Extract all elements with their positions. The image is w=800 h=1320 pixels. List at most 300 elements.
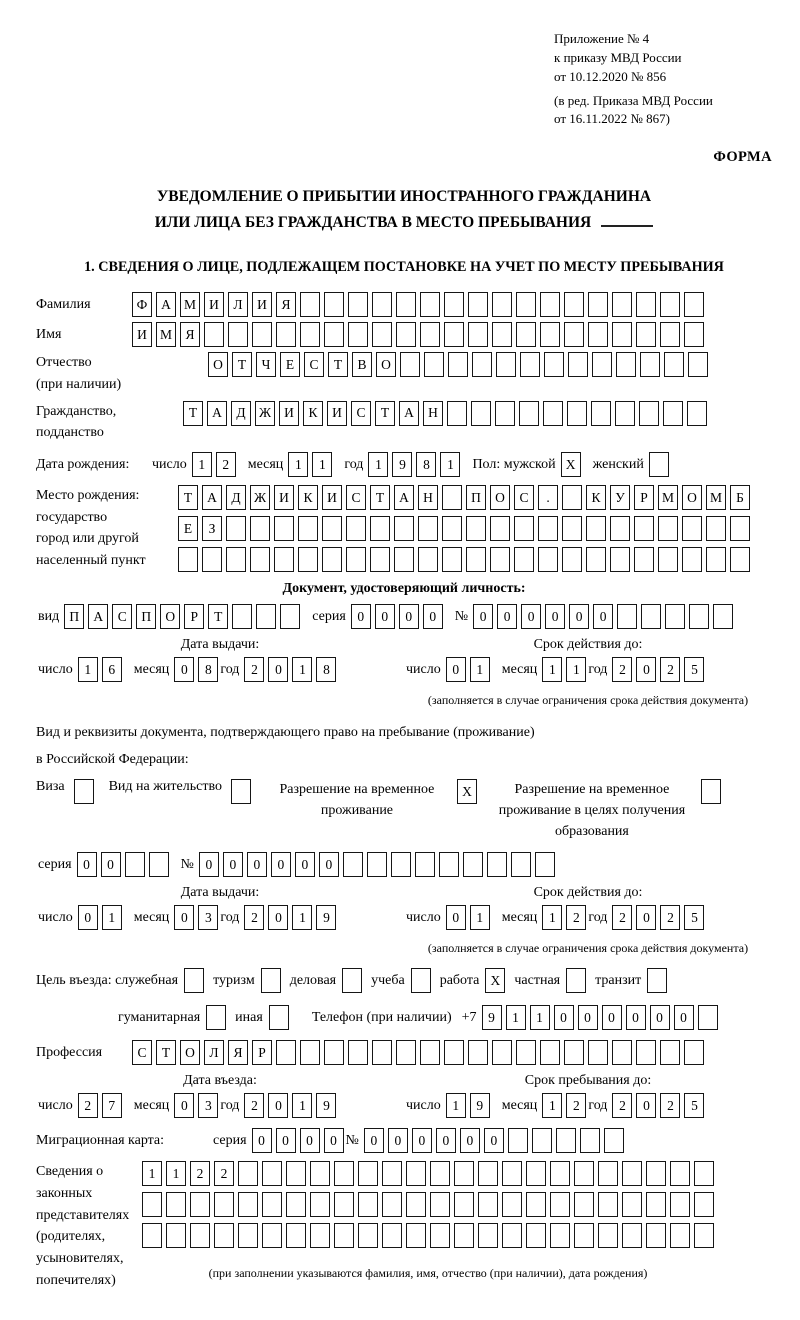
char-cell[interactable]	[468, 322, 488, 347]
char-cell[interactable]	[468, 292, 488, 317]
char-cell[interactable]	[514, 516, 534, 541]
char-cell[interactable]	[622, 1161, 642, 1186]
char-cell[interactable]	[370, 547, 390, 572]
char-cell[interactable]	[396, 322, 416, 347]
char-cell[interactable]	[562, 547, 582, 572]
char-cell[interactable]: В	[352, 352, 372, 377]
char-cell[interactable]	[617, 604, 637, 629]
char-cell[interactable]	[684, 1040, 704, 1065]
char-cell[interactable]: К	[303, 401, 323, 426]
char-cell[interactable]	[550, 1161, 570, 1186]
char-cell[interactable]: 5	[684, 1093, 704, 1118]
char-cell[interactable]: 0	[545, 604, 565, 629]
char-cell[interactable]	[346, 516, 366, 541]
char-cell[interactable]	[490, 516, 510, 541]
char-cell[interactable]	[382, 1223, 402, 1248]
char-cell[interactable]: 0	[554, 1005, 574, 1030]
char-cell[interactable]	[646, 1223, 666, 1248]
char-cell[interactable]: 9	[316, 905, 336, 930]
char-cell[interactable]	[228, 322, 248, 347]
char-cell[interactable]	[468, 1040, 488, 1065]
char-cell[interactable]	[640, 352, 660, 377]
char-cell[interactable]: Т	[183, 401, 203, 426]
char-cell[interactable]	[214, 1223, 234, 1248]
char-cell[interactable]: И	[322, 485, 342, 510]
char-cell[interactable]	[444, 322, 464, 347]
char-cell[interactable]	[348, 322, 368, 347]
char-cell[interactable]	[454, 1223, 474, 1248]
char-cell[interactable]: О	[180, 1040, 200, 1065]
char-cell[interactable]	[519, 401, 539, 426]
char-cell[interactable]	[471, 401, 491, 426]
char-cell[interactable]: 0	[412, 1128, 432, 1153]
char-cell[interactable]: 1	[470, 657, 490, 682]
char-cell[interactable]: Р	[252, 1040, 272, 1065]
char-cell[interactable]: 0	[436, 1128, 456, 1153]
char-cell[interactable]	[564, 292, 584, 317]
char-cell[interactable]	[348, 1040, 368, 1065]
char-cell[interactable]	[322, 547, 342, 572]
char-cell[interactable]: 2	[78, 1093, 98, 1118]
char-cell[interactable]: 0	[636, 657, 656, 682]
char-cell[interactable]	[689, 604, 709, 629]
char-cell[interactable]	[74, 779, 94, 804]
char-cell[interactable]	[622, 1223, 642, 1248]
char-cell[interactable]: У	[610, 485, 630, 510]
char-cell[interactable]	[286, 1161, 306, 1186]
char-cell[interactable]: 0	[268, 1093, 288, 1118]
char-cell[interactable]: 0	[268, 657, 288, 682]
char-cell[interactable]: 0	[602, 1005, 622, 1030]
char-cell[interactable]: Я	[276, 292, 296, 317]
char-cell[interactable]	[324, 322, 344, 347]
char-cell[interactable]: 0	[247, 852, 267, 877]
char-cell[interactable]: 0	[364, 1128, 384, 1153]
char-cell[interactable]	[394, 516, 414, 541]
char-cell[interactable]: 1	[530, 1005, 550, 1030]
char-cell[interactable]: М	[180, 292, 200, 317]
char-cell[interactable]	[125, 852, 145, 877]
char-cell[interactable]: С	[346, 485, 366, 510]
char-cell[interactable]: К	[586, 485, 606, 510]
char-cell[interactable]	[322, 516, 342, 541]
char-cell[interactable]: Ч	[256, 352, 276, 377]
char-cell[interactable]: А	[202, 485, 222, 510]
char-cell[interactable]	[562, 516, 582, 541]
char-cell[interactable]: 2	[214, 1161, 234, 1186]
char-cell[interactable]	[639, 401, 659, 426]
char-cell[interactable]	[641, 604, 661, 629]
char-cell[interactable]	[424, 352, 444, 377]
char-cell[interactable]	[394, 547, 414, 572]
char-cell[interactable]	[478, 1161, 498, 1186]
char-cell[interactable]: 2	[660, 1093, 680, 1118]
char-cell[interactable]	[142, 1192, 162, 1217]
char-cell[interactable]	[262, 1223, 282, 1248]
char-cell[interactable]	[226, 516, 246, 541]
char-cell[interactable]	[670, 1161, 690, 1186]
char-cell[interactable]	[670, 1223, 690, 1248]
char-cell[interactable]	[334, 1161, 354, 1186]
char-cell[interactable]	[604, 1128, 624, 1153]
char-cell[interactable]	[535, 852, 555, 877]
char-cell[interactable]	[334, 1223, 354, 1248]
char-cell[interactable]	[520, 352, 540, 377]
char-cell[interactable]	[238, 1192, 258, 1217]
char-cell[interactable]	[706, 516, 726, 541]
char-cell[interactable]	[487, 852, 507, 877]
char-cell[interactable]: Д	[226, 485, 246, 510]
char-cell[interactable]: 9	[482, 1005, 502, 1030]
char-cell[interactable]	[713, 604, 733, 629]
char-cell[interactable]	[694, 1192, 714, 1217]
char-cell[interactable]	[516, 1040, 536, 1065]
char-cell[interactable]	[684, 292, 704, 317]
char-cell[interactable]	[348, 292, 368, 317]
char-cell[interactable]: 0	[174, 1093, 194, 1118]
char-cell[interactable]: 0	[319, 852, 339, 877]
char-cell[interactable]: 1	[192, 452, 212, 477]
char-cell[interactable]	[636, 322, 656, 347]
char-cell[interactable]	[447, 401, 467, 426]
char-cell[interactable]	[544, 352, 564, 377]
char-cell[interactable]	[262, 1161, 282, 1186]
char-cell[interactable]	[660, 322, 680, 347]
char-cell[interactable]	[516, 292, 536, 317]
char-cell[interactable]	[149, 852, 169, 877]
char-cell[interactable]	[588, 1040, 608, 1065]
char-cell[interactable]: 2	[190, 1161, 210, 1186]
char-cell[interactable]: 1	[542, 905, 562, 930]
char-cell[interactable]: 0	[174, 905, 194, 930]
char-cell[interactable]	[556, 1128, 576, 1153]
char-cell[interactable]: 7	[102, 1093, 122, 1118]
char-cell[interactable]: 2	[660, 905, 680, 930]
char-cell[interactable]	[538, 547, 558, 572]
char-cell[interactable]: И	[274, 485, 294, 510]
char-cell[interactable]	[238, 1161, 258, 1186]
char-cell[interactable]	[562, 485, 582, 510]
char-cell[interactable]	[372, 1040, 392, 1065]
char-cell[interactable]	[372, 322, 392, 347]
char-cell[interactable]	[682, 547, 702, 572]
char-cell[interactable]	[478, 1192, 498, 1217]
char-cell[interactable]	[280, 604, 300, 629]
char-cell[interactable]	[615, 401, 635, 426]
char-cell[interactable]: 2	[660, 657, 680, 682]
char-cell[interactable]	[540, 292, 560, 317]
char-cell[interactable]	[231, 779, 251, 804]
char-cell[interactable]	[538, 516, 558, 541]
char-cell[interactable]: 1	[102, 905, 122, 930]
char-cell[interactable]: 2	[612, 1093, 632, 1118]
char-cell[interactable]	[454, 1161, 474, 1186]
char-cell[interactable]: 1	[470, 905, 490, 930]
char-cell[interactable]	[276, 322, 296, 347]
char-cell[interactable]	[334, 1192, 354, 1217]
char-cell[interactable]	[526, 1223, 546, 1248]
char-cell[interactable]	[400, 352, 420, 377]
char-cell[interactable]	[496, 352, 516, 377]
char-cell[interactable]: 0	[351, 604, 371, 629]
char-cell[interactable]	[166, 1223, 186, 1248]
char-cell[interactable]	[206, 1005, 226, 1030]
char-cell[interactable]: 0	[674, 1005, 694, 1030]
char-cell[interactable]	[610, 547, 630, 572]
char-cell[interactable]	[698, 1005, 718, 1030]
char-cell[interactable]: 0	[271, 852, 291, 877]
char-cell[interactable]: 0	[446, 905, 466, 930]
char-cell[interactable]: 0	[578, 1005, 598, 1030]
char-cell[interactable]	[358, 1192, 378, 1217]
char-cell[interactable]	[454, 1192, 474, 1217]
char-cell[interactable]	[588, 292, 608, 317]
char-cell[interactable]: Я	[228, 1040, 248, 1065]
char-cell[interactable]: 0	[569, 604, 589, 629]
char-cell[interactable]: 0	[650, 1005, 670, 1030]
char-cell[interactable]	[298, 547, 318, 572]
char-cell[interactable]	[598, 1223, 618, 1248]
char-cell[interactable]: 1	[440, 452, 460, 477]
char-cell[interactable]: М	[658, 485, 678, 510]
char-cell[interactable]: Д	[231, 401, 251, 426]
char-cell[interactable]	[358, 1223, 378, 1248]
char-cell[interactable]	[646, 1161, 666, 1186]
char-cell[interactable]	[269, 1005, 289, 1030]
char-cell[interactable]	[598, 1161, 618, 1186]
char-cell[interactable]	[466, 516, 486, 541]
char-cell[interactable]: 1	[542, 1093, 562, 1118]
char-cell[interactable]	[660, 1040, 680, 1065]
char-cell[interactable]	[346, 547, 366, 572]
char-cell[interactable]: 6	[102, 657, 122, 682]
char-cell[interactable]: С	[132, 1040, 152, 1065]
char-cell[interactable]: И	[252, 292, 272, 317]
char-cell[interactable]	[636, 292, 656, 317]
char-cell[interactable]	[310, 1223, 330, 1248]
char-cell[interactable]: 1	[142, 1161, 162, 1186]
char-cell[interactable]: Я	[180, 322, 200, 347]
char-cell[interactable]	[636, 1040, 656, 1065]
char-cell[interactable]	[490, 547, 510, 572]
char-cell[interactable]: 1	[292, 905, 312, 930]
char-cell[interactable]	[588, 322, 608, 347]
char-cell[interactable]	[634, 516, 654, 541]
char-cell[interactable]: 1	[312, 452, 332, 477]
char-cell[interactable]	[526, 1161, 546, 1186]
char-cell[interactable]: И	[204, 292, 224, 317]
char-cell[interactable]	[406, 1223, 426, 1248]
char-cell[interactable]: Е	[280, 352, 300, 377]
char-cell[interactable]: 0	[399, 604, 419, 629]
char-cell[interactable]	[367, 852, 387, 877]
char-cell[interactable]	[612, 1040, 632, 1065]
char-cell[interactable]	[502, 1223, 522, 1248]
char-cell[interactable]	[439, 852, 459, 877]
char-cell[interactable]: О	[208, 352, 228, 377]
char-cell[interactable]	[622, 1192, 642, 1217]
char-cell[interactable]: Ж	[255, 401, 275, 426]
char-cell[interactable]	[598, 1192, 618, 1217]
char-cell[interactable]: 0	[295, 852, 315, 877]
char-cell[interactable]	[442, 547, 462, 572]
char-cell[interactable]	[430, 1161, 450, 1186]
char-cell[interactable]: Н	[423, 401, 443, 426]
char-cell[interactable]	[649, 452, 669, 477]
char-cell[interactable]	[684, 322, 704, 347]
char-cell[interactable]: Л	[204, 1040, 224, 1065]
char-cell[interactable]: 0	[636, 905, 656, 930]
char-cell[interactable]: 0	[199, 852, 219, 877]
char-cell[interactable]	[540, 322, 560, 347]
char-cell[interactable]: А	[156, 292, 176, 317]
char-cell[interactable]: И	[327, 401, 347, 426]
char-cell[interactable]	[391, 852, 411, 877]
char-cell[interactable]: С	[351, 401, 371, 426]
char-cell[interactable]	[663, 401, 683, 426]
char-cell[interactable]: 0	[636, 1093, 656, 1118]
char-cell[interactable]	[342, 968, 362, 993]
char-cell[interactable]: 1	[292, 657, 312, 682]
char-cell[interactable]	[274, 516, 294, 541]
char-cell[interactable]	[687, 401, 707, 426]
char-cell[interactable]	[647, 968, 667, 993]
char-cell[interactable]	[382, 1161, 402, 1186]
char-cell[interactable]	[252, 322, 272, 347]
char-cell[interactable]	[300, 322, 320, 347]
char-cell[interactable]: 0	[300, 1128, 320, 1153]
char-cell[interactable]	[178, 547, 198, 572]
char-cell[interactable]	[310, 1161, 330, 1186]
char-cell[interactable]	[478, 1223, 498, 1248]
char-cell[interactable]: 2	[244, 657, 264, 682]
char-cell[interactable]	[204, 322, 224, 347]
char-cell[interactable]	[665, 604, 685, 629]
char-cell[interactable]: Б	[730, 485, 750, 510]
char-cell[interactable]	[430, 1223, 450, 1248]
char-cell[interactable]: Н	[418, 485, 438, 510]
char-cell[interactable]	[420, 292, 440, 317]
char-cell[interactable]	[660, 292, 680, 317]
char-cell[interactable]	[616, 352, 636, 377]
char-cell[interactable]: 0	[626, 1005, 646, 1030]
char-cell[interactable]	[574, 1192, 594, 1217]
char-cell[interactable]: 0	[324, 1128, 344, 1153]
char-cell[interactable]: 1	[288, 452, 308, 477]
char-cell[interactable]	[526, 1192, 546, 1217]
char-cell[interactable]: 0	[497, 604, 517, 629]
char-cell[interactable]: 0	[268, 905, 288, 930]
char-cell[interactable]: Р	[184, 604, 204, 629]
char-cell[interactable]	[142, 1223, 162, 1248]
char-cell[interactable]: П	[136, 604, 156, 629]
char-cell[interactable]	[286, 1223, 306, 1248]
char-cell[interactable]	[574, 1223, 594, 1248]
char-cell[interactable]	[568, 352, 588, 377]
char-cell[interactable]: 9	[392, 452, 412, 477]
char-cell[interactable]: 5	[684, 905, 704, 930]
char-cell[interactable]: П	[466, 485, 486, 510]
char-cell[interactable]: О	[376, 352, 396, 377]
char-cell[interactable]: 8	[316, 657, 336, 682]
char-cell[interactable]: К	[298, 485, 318, 510]
char-cell[interactable]: 2	[566, 905, 586, 930]
char-cell[interactable]: Е	[178, 516, 198, 541]
char-cell[interactable]	[514, 547, 534, 572]
char-cell[interactable]: И	[132, 322, 152, 347]
char-cell[interactable]: 2	[612, 905, 632, 930]
char-cell[interactable]: .	[538, 485, 558, 510]
char-cell[interactable]: А	[399, 401, 419, 426]
char-cell[interactable]	[574, 1161, 594, 1186]
char-cell[interactable]	[370, 516, 390, 541]
char-cell[interactable]: X	[457, 779, 477, 804]
char-cell[interactable]	[492, 322, 512, 347]
char-cell[interactable]	[658, 516, 678, 541]
char-cell[interactable]	[706, 547, 726, 572]
char-cell[interactable]: З	[202, 516, 222, 541]
char-cell[interactable]: 0	[223, 852, 243, 877]
char-cell[interactable]: 9	[316, 1093, 336, 1118]
char-cell[interactable]	[430, 1192, 450, 1217]
char-cell[interactable]	[448, 352, 468, 377]
char-cell[interactable]: 0	[174, 657, 194, 682]
char-cell[interactable]: С	[304, 352, 324, 377]
char-cell[interactable]	[592, 352, 612, 377]
char-cell[interactable]	[190, 1223, 210, 1248]
char-cell[interactable]	[463, 852, 483, 877]
char-cell[interactable]	[298, 516, 318, 541]
char-cell[interactable]: 2	[244, 1093, 264, 1118]
char-cell[interactable]	[567, 401, 587, 426]
char-cell[interactable]	[343, 852, 363, 877]
char-cell[interactable]: 0	[460, 1128, 480, 1153]
char-cell[interactable]	[166, 1192, 186, 1217]
char-cell[interactable]	[564, 322, 584, 347]
char-cell[interactable]	[406, 1161, 426, 1186]
char-cell[interactable]	[226, 547, 246, 572]
char-cell[interactable]: Т	[178, 485, 198, 510]
char-cell[interactable]	[420, 322, 440, 347]
char-cell[interactable]	[396, 1040, 416, 1065]
char-cell[interactable]	[442, 516, 462, 541]
char-cell[interactable]	[396, 292, 416, 317]
char-cell[interactable]: 1	[446, 1093, 466, 1118]
char-cell[interactable]: 2	[566, 1093, 586, 1118]
char-cell[interactable]	[664, 352, 684, 377]
char-cell[interactable]: 8	[198, 657, 218, 682]
char-cell[interactable]: 0	[484, 1128, 504, 1153]
char-cell[interactable]	[411, 968, 431, 993]
char-cell[interactable]	[580, 1128, 600, 1153]
char-cell[interactable]: 0	[473, 604, 493, 629]
char-cell[interactable]	[532, 1128, 552, 1153]
char-cell[interactable]: 3	[198, 1093, 218, 1118]
char-cell[interactable]: 1	[166, 1161, 186, 1186]
char-cell[interactable]: Т	[156, 1040, 176, 1065]
char-cell[interactable]: 0	[375, 604, 395, 629]
char-cell[interactable]	[372, 292, 392, 317]
char-cell[interactable]	[382, 1192, 402, 1217]
char-cell[interactable]: 5	[684, 657, 704, 682]
char-cell[interactable]	[634, 547, 654, 572]
char-cell[interactable]: 0	[101, 852, 121, 877]
char-cell[interactable]: А	[394, 485, 414, 510]
char-cell[interactable]: М	[156, 322, 176, 347]
char-cell[interactable]	[214, 1192, 234, 1217]
char-cell[interactable]: Л	[228, 292, 248, 317]
char-cell[interactable]	[492, 1040, 512, 1065]
